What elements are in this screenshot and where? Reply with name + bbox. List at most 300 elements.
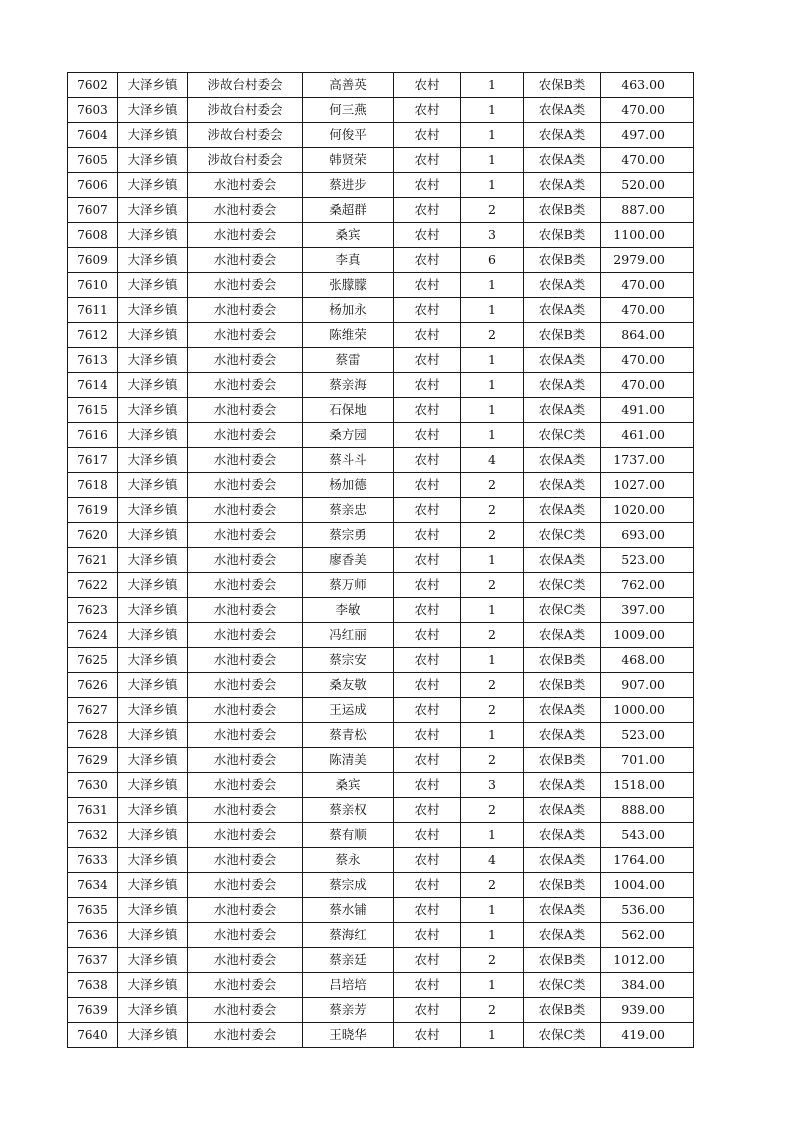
- cell-person-name: 蔡万师: [303, 573, 394, 598]
- cell-area-type: 农村: [394, 923, 461, 948]
- table-row: [68, 398, 694, 423]
- table-row: [68, 973, 694, 998]
- cell-person-name: 韩贤荣: [303, 148, 394, 173]
- cell-person-name: 蔡亲权: [303, 798, 394, 823]
- cell-village-committee: 水池村委会: [188, 198, 303, 223]
- table-row: [68, 748, 694, 773]
- cell-serial-number: 7640: [68, 1023, 118, 1048]
- cell-insurance-category: 农保A类: [524, 473, 601, 498]
- cell-insurance-category: 农保C类: [524, 973, 601, 998]
- cell-person-name: 石保地: [303, 398, 394, 423]
- cell-village-committee: 涉故台村委会: [188, 123, 303, 148]
- table-row: [68, 373, 694, 398]
- cell-area-type: 农村: [394, 198, 461, 223]
- cell-person-name: 蔡海红: [303, 923, 394, 948]
- cell-serial-number: 7605: [68, 148, 118, 173]
- cell-insurance-category: 农保A类: [524, 823, 601, 848]
- cell-household-count: 1: [461, 398, 524, 423]
- cell-amount: 470.00: [601, 348, 694, 373]
- cell-area-type: 农村: [394, 523, 461, 548]
- cell-village-committee: 涉故台村委会: [188, 73, 303, 98]
- cell-insurance-category: 农保A类: [524, 723, 601, 748]
- cell-amount: 491.00: [601, 398, 694, 423]
- cell-village-committee: 水池村委会: [188, 223, 303, 248]
- cell-serial-number: 7612: [68, 323, 118, 348]
- cell-serial-number: 7627: [68, 698, 118, 723]
- cell-township: 大泽乡镇: [118, 773, 188, 798]
- cell-household-count: 6: [461, 248, 524, 273]
- cell-serial-number: 7625: [68, 648, 118, 673]
- cell-household-count: 2: [461, 673, 524, 698]
- cell-person-name: 桑宾: [303, 223, 394, 248]
- cell-serial-number: 7615: [68, 398, 118, 423]
- cell-township: 大泽乡镇: [118, 323, 188, 348]
- cell-amount: 470.00: [601, 98, 694, 123]
- table-row: [68, 148, 694, 173]
- table-row: [68, 348, 694, 373]
- cell-village-committee: 水池村委会: [188, 698, 303, 723]
- cell-serial-number: 7616: [68, 423, 118, 448]
- cell-township: 大泽乡镇: [118, 848, 188, 873]
- cell-area-type: 农村: [394, 148, 461, 173]
- cell-person-name: 蔡亲廷: [303, 948, 394, 973]
- cell-person-name: 蔡有顺: [303, 823, 394, 848]
- cell-household-count: 1: [461, 648, 524, 673]
- cell-person-name: 桑超群: [303, 198, 394, 223]
- cell-village-committee: 水池村委会: [188, 948, 303, 973]
- cell-insurance-category: 农保C类: [524, 523, 601, 548]
- cell-insurance-category: 农保C类: [524, 598, 601, 623]
- cell-person-name: 李真: [303, 248, 394, 273]
- cell-township: 大泽乡镇: [118, 173, 188, 198]
- cell-village-committee: 水池村委会: [188, 298, 303, 323]
- cell-amount: 470.00: [601, 373, 694, 398]
- cell-insurance-category: 农保A类: [524, 123, 601, 148]
- cell-township: 大泽乡镇: [118, 648, 188, 673]
- cell-village-committee: 水池村委会: [188, 498, 303, 523]
- cell-serial-number: 7604: [68, 123, 118, 148]
- cell-amount: 1737.00: [601, 448, 694, 473]
- cell-household-count: 2: [461, 873, 524, 898]
- cell-insurance-category: 农保B类: [524, 198, 601, 223]
- cell-person-name: 蔡进步: [303, 173, 394, 198]
- table-row: [68, 248, 694, 273]
- table-row: [68, 523, 694, 548]
- cell-village-committee: 涉故台村委会: [188, 98, 303, 123]
- table-row: [68, 423, 694, 448]
- cell-area-type: 农村: [394, 348, 461, 373]
- cell-amount: 562.00: [601, 923, 694, 948]
- cell-household-count: 4: [461, 448, 524, 473]
- cell-village-committee: 水池村委会: [188, 473, 303, 498]
- cell-household-count: 1: [461, 298, 524, 323]
- cell-village-committee: 水池村委会: [188, 523, 303, 548]
- cell-person-name: 桑友敬: [303, 673, 394, 698]
- cell-serial-number: 7635: [68, 898, 118, 923]
- cell-person-name: 杨加德: [303, 473, 394, 498]
- cell-amount: 762.00: [601, 573, 694, 598]
- cell-area-type: 农村: [394, 173, 461, 198]
- cell-insurance-category: 农保A类: [524, 698, 601, 723]
- cell-area-type: 农村: [394, 598, 461, 623]
- cell-township: 大泽乡镇: [118, 573, 188, 598]
- cell-area-type: 农村: [394, 123, 461, 148]
- cell-person-name: 廖香美: [303, 548, 394, 573]
- cell-amount: 520.00: [601, 173, 694, 198]
- cell-amount: 1518.00: [601, 773, 694, 798]
- cell-area-type: 农村: [394, 448, 461, 473]
- cell-township: 大泽乡镇: [118, 673, 188, 698]
- cell-household-count: 2: [461, 698, 524, 723]
- cell-household-count: 1: [461, 148, 524, 173]
- table-row: [68, 448, 694, 473]
- cell-amount: 1009.00: [601, 623, 694, 648]
- cell-serial-number: 7628: [68, 723, 118, 748]
- table-row: [68, 698, 694, 723]
- cell-township: 大泽乡镇: [118, 948, 188, 973]
- cell-amount: 419.00: [601, 1023, 694, 1048]
- table-row: [68, 473, 694, 498]
- cell-person-name: 桑方园: [303, 423, 394, 448]
- cell-township: 大泽乡镇: [118, 223, 188, 248]
- cell-serial-number: 7614: [68, 373, 118, 398]
- cell-village-committee: 水池村委会: [188, 623, 303, 648]
- cell-insurance-category: 农保A类: [524, 798, 601, 823]
- cell-amount: 461.00: [601, 423, 694, 448]
- cell-township: 大泽乡镇: [118, 723, 188, 748]
- cell-household-count: 1: [461, 123, 524, 148]
- cell-village-committee: 水池村委会: [188, 873, 303, 898]
- cell-person-name: 蔡宗勇: [303, 523, 394, 548]
- cell-village-committee: 水池村委会: [188, 273, 303, 298]
- cell-area-type: 农村: [394, 1023, 461, 1048]
- cell-amount: 543.00: [601, 823, 694, 848]
- cell-insurance-category: 农保A类: [524, 148, 601, 173]
- cell-township: 大泽乡镇: [118, 748, 188, 773]
- cell-township: 大泽乡镇: [118, 123, 188, 148]
- cell-township: 大泽乡镇: [118, 73, 188, 98]
- cell-household-count: 1: [461, 73, 524, 98]
- table-row: [68, 598, 694, 623]
- cell-person-name: 蔡雷: [303, 348, 394, 373]
- cell-serial-number: 7619: [68, 498, 118, 523]
- cell-village-committee: 水池村委会: [188, 373, 303, 398]
- cell-serial-number: 7624: [68, 623, 118, 648]
- cell-township: 大泽乡镇: [118, 548, 188, 573]
- cell-household-count: 2: [461, 623, 524, 648]
- cell-household-count: 2: [461, 323, 524, 348]
- cell-insurance-category: 农保C类: [524, 423, 601, 448]
- cell-person-name: 蔡亲忠: [303, 498, 394, 523]
- cell-township: 大泽乡镇: [118, 598, 188, 623]
- cell-area-type: 农村: [394, 948, 461, 973]
- cell-insurance-category: 农保A类: [524, 498, 601, 523]
- cell-insurance-category: 农保A类: [524, 373, 601, 398]
- cell-village-committee: 水池村委会: [188, 448, 303, 473]
- cell-serial-number: 7603: [68, 98, 118, 123]
- cell-area-type: 农村: [394, 273, 461, 298]
- cell-village-committee: 水池村委会: [188, 248, 303, 273]
- table-row: [68, 173, 694, 198]
- cell-serial-number: 7610: [68, 273, 118, 298]
- table-row: [68, 198, 694, 223]
- cell-village-committee: 水池村委会: [188, 923, 303, 948]
- cell-serial-number: 7622: [68, 573, 118, 598]
- cell-household-count: 1: [461, 548, 524, 573]
- cell-household-count: 2: [461, 998, 524, 1023]
- table-row: [68, 848, 694, 873]
- cell-amount: 397.00: [601, 598, 694, 623]
- cell-amount: 701.00: [601, 748, 694, 773]
- cell-area-type: 农村: [394, 423, 461, 448]
- cell-amount: 470.00: [601, 298, 694, 323]
- cell-amount: 2979.00: [601, 248, 694, 273]
- cell-amount: 470.00: [601, 273, 694, 298]
- cell-township: 大泽乡镇: [118, 198, 188, 223]
- cell-township: 大泽乡镇: [118, 973, 188, 998]
- cell-area-type: 农村: [394, 773, 461, 798]
- cell-village-committee: 水池村委会: [188, 648, 303, 673]
- table-body: [68, 73, 694, 1048]
- cell-amount: 1012.00: [601, 948, 694, 973]
- cell-area-type: 农村: [394, 848, 461, 873]
- cell-amount: 693.00: [601, 523, 694, 548]
- cell-serial-number: 7638: [68, 973, 118, 998]
- cell-person-name: 蔡水铺: [303, 898, 394, 923]
- cell-area-type: 农村: [394, 798, 461, 823]
- cell-village-committee: 水池村委会: [188, 848, 303, 873]
- cell-person-name: 王晓华: [303, 1023, 394, 1048]
- cell-insurance-category: 农保A类: [524, 548, 601, 573]
- cell-person-name: 蔡青松: [303, 723, 394, 748]
- cell-amount: 887.00: [601, 198, 694, 223]
- cell-township: 大泽乡镇: [118, 148, 188, 173]
- cell-area-type: 农村: [394, 673, 461, 698]
- cell-amount: 523.00: [601, 723, 694, 748]
- cell-amount: 468.00: [601, 648, 694, 673]
- cell-person-name: 何三燕: [303, 98, 394, 123]
- cell-township: 大泽乡镇: [118, 1023, 188, 1048]
- cell-household-count: 1: [461, 423, 524, 448]
- cell-serial-number: 7637: [68, 948, 118, 973]
- cell-township: 大泽乡镇: [118, 473, 188, 498]
- cell-insurance-category: 农保C类: [524, 573, 601, 598]
- cell-household-count: 1: [461, 723, 524, 748]
- cell-area-type: 农村: [394, 248, 461, 273]
- cell-insurance-category: 农保B类: [524, 248, 601, 273]
- cell-village-committee: 涉故台村委会: [188, 148, 303, 173]
- cell-serial-number: 7606: [68, 173, 118, 198]
- table-row: [68, 673, 694, 698]
- cell-serial-number: 7639: [68, 998, 118, 1023]
- cell-serial-number: 7629: [68, 748, 118, 773]
- cell-amount: 1100.00: [601, 223, 694, 248]
- cell-village-committee: 水池村委会: [188, 748, 303, 773]
- cell-insurance-category: 农保B类: [524, 673, 601, 698]
- cell-household-count: 2: [461, 573, 524, 598]
- cell-insurance-category: 农保A类: [524, 623, 601, 648]
- table-row: [68, 623, 694, 648]
- cell-person-name: 蔡斗斗: [303, 448, 394, 473]
- cell-amount: 1027.00: [601, 473, 694, 498]
- cell-insurance-category: 农保A类: [524, 773, 601, 798]
- cell-amount: 463.00: [601, 73, 694, 98]
- cell-serial-number: 7611: [68, 298, 118, 323]
- beneficiary-table: [67, 72, 694, 1048]
- cell-area-type: 农村: [394, 223, 461, 248]
- cell-township: 大泽乡镇: [118, 823, 188, 848]
- cell-area-type: 农村: [394, 298, 461, 323]
- cell-area-type: 农村: [394, 898, 461, 923]
- cell-village-committee: 水池村委会: [188, 1023, 303, 1048]
- table-row: [68, 948, 694, 973]
- cell-amount: 523.00: [601, 548, 694, 573]
- cell-serial-number: 7623: [68, 598, 118, 623]
- table-row: [68, 73, 694, 98]
- cell-amount: 1004.00: [601, 873, 694, 898]
- cell-area-type: 农村: [394, 823, 461, 848]
- cell-insurance-category: 农保A类: [524, 898, 601, 923]
- cell-township: 大泽乡镇: [118, 798, 188, 823]
- cell-township: 大泽乡镇: [118, 898, 188, 923]
- cell-household-count: 1: [461, 98, 524, 123]
- cell-person-name: 高善英: [303, 73, 394, 98]
- cell-area-type: 农村: [394, 373, 461, 398]
- cell-household-count: 2: [461, 948, 524, 973]
- cell-township: 大泽乡镇: [118, 398, 188, 423]
- cell-amount: 864.00: [601, 323, 694, 348]
- cell-insurance-category: 农保B类: [524, 223, 601, 248]
- cell-area-type: 农村: [394, 573, 461, 598]
- cell-area-type: 农村: [394, 873, 461, 898]
- cell-village-committee: 水池村委会: [188, 998, 303, 1023]
- cell-township: 大泽乡镇: [118, 248, 188, 273]
- cell-household-count: 2: [461, 523, 524, 548]
- cell-township: 大泽乡镇: [118, 873, 188, 898]
- cell-area-type: 农村: [394, 698, 461, 723]
- cell-township: 大泽乡镇: [118, 923, 188, 948]
- table-row: [68, 323, 694, 348]
- cell-serial-number: 7634: [68, 873, 118, 898]
- cell-amount: 536.00: [601, 898, 694, 923]
- cell-township: 大泽乡镇: [118, 498, 188, 523]
- cell-amount: 939.00: [601, 998, 694, 1023]
- cell-village-committee: 水池村委会: [188, 673, 303, 698]
- cell-household-count: 1: [461, 348, 524, 373]
- cell-person-name: 蔡亲芳: [303, 998, 394, 1023]
- cell-household-count: 1: [461, 173, 524, 198]
- cell-insurance-category: 农保B类: [524, 323, 601, 348]
- table-row: [68, 98, 694, 123]
- cell-township: 大泽乡镇: [118, 98, 188, 123]
- table-row: [68, 798, 694, 823]
- cell-insurance-category: 农保B类: [524, 73, 601, 98]
- cell-amount: 1020.00: [601, 498, 694, 523]
- cell-serial-number: 7618: [68, 473, 118, 498]
- cell-household-count: 2: [461, 748, 524, 773]
- cell-village-committee: 水池村委会: [188, 173, 303, 198]
- cell-village-committee: 水池村委会: [188, 973, 303, 998]
- cell-village-committee: 水池村委会: [188, 798, 303, 823]
- cell-household-count: 1: [461, 823, 524, 848]
- cell-township: 大泽乡镇: [118, 373, 188, 398]
- cell-serial-number: 7632: [68, 823, 118, 848]
- cell-insurance-category: 农保A类: [524, 848, 601, 873]
- cell-serial-number: 7626: [68, 673, 118, 698]
- cell-serial-number: 7602: [68, 73, 118, 98]
- cell-household-count: 1: [461, 1023, 524, 1048]
- cell-person-name: 桑宾: [303, 773, 394, 798]
- cell-person-name: 张朦朦: [303, 273, 394, 298]
- cell-area-type: 农村: [394, 648, 461, 673]
- cell-serial-number: 7607: [68, 198, 118, 223]
- cell-village-committee: 水池村委会: [188, 598, 303, 623]
- cell-amount: 470.00: [601, 148, 694, 173]
- cell-person-name: 李敏: [303, 598, 394, 623]
- cell-household-count: 4: [461, 848, 524, 873]
- cell-insurance-category: 农保B类: [524, 748, 601, 773]
- cell-household-count: 2: [461, 198, 524, 223]
- cell-village-committee: 水池村委会: [188, 398, 303, 423]
- table-row: [68, 648, 694, 673]
- cell-person-name: 蔡永: [303, 848, 394, 873]
- cell-area-type: 农村: [394, 398, 461, 423]
- cell-village-committee: 水池村委会: [188, 548, 303, 573]
- cell-insurance-category: 农保A类: [524, 273, 601, 298]
- cell-serial-number: 7633: [68, 848, 118, 873]
- cell-township: 大泽乡镇: [118, 448, 188, 473]
- cell-village-committee: 水池村委会: [188, 323, 303, 348]
- cell-household-count: 1: [461, 273, 524, 298]
- cell-township: 大泽乡镇: [118, 998, 188, 1023]
- cell-area-type: 农村: [394, 73, 461, 98]
- cell-person-name: 冯红丽: [303, 623, 394, 648]
- table-row: [68, 573, 694, 598]
- cell-person-name: 杨加永: [303, 298, 394, 323]
- cell-household-count: 1: [461, 973, 524, 998]
- cell-household-count: 2: [461, 473, 524, 498]
- cell-area-type: 农村: [394, 623, 461, 648]
- cell-person-name: 蔡亲海: [303, 373, 394, 398]
- cell-amount: 1000.00: [601, 698, 694, 723]
- cell-township: 大泽乡镇: [118, 298, 188, 323]
- cell-area-type: 农村: [394, 998, 461, 1023]
- table-row: [68, 223, 694, 248]
- table-row: [68, 998, 694, 1023]
- cell-household-count: 3: [461, 223, 524, 248]
- table-row: [68, 723, 694, 748]
- table-row: [68, 273, 694, 298]
- cell-serial-number: 7620: [68, 523, 118, 548]
- cell-person-name: 王运成: [303, 698, 394, 723]
- cell-amount: 384.00: [601, 973, 694, 998]
- table-row: [68, 1023, 694, 1048]
- cell-area-type: 农村: [394, 973, 461, 998]
- cell-household-count: 1: [461, 898, 524, 923]
- cell-area-type: 农村: [394, 498, 461, 523]
- cell-village-committee: 水池村委会: [188, 823, 303, 848]
- cell-village-committee: 水池村委会: [188, 898, 303, 923]
- cell-village-committee: 水池村委会: [188, 348, 303, 373]
- cell-insurance-category: 农保A类: [524, 448, 601, 473]
- table-row: [68, 298, 694, 323]
- cell-insurance-category: 农保A类: [524, 173, 601, 198]
- cell-township: 大泽乡镇: [118, 273, 188, 298]
- cell-serial-number: 7630: [68, 773, 118, 798]
- cell-insurance-category: 农保A类: [524, 348, 601, 373]
- cell-insurance-category: 农保B类: [524, 998, 601, 1023]
- cell-insurance-category: 农保C类: [524, 1023, 601, 1048]
